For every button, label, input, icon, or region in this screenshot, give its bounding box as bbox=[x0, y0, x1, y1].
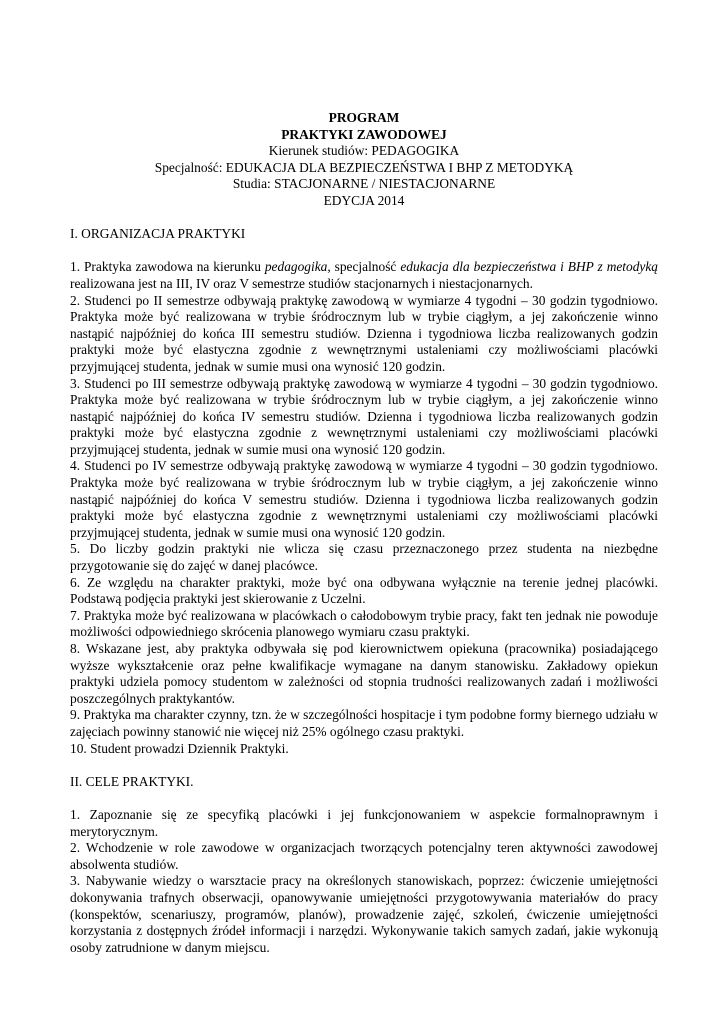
study-mode: Studia: STACJONARNE / NIESTACJONARNE bbox=[232, 176, 496, 192]
specialization: Specjalność: EDUKACJA DLA BEZPIECZEŃSTWA I BHP Z METODYKĄ bbox=[154, 159, 574, 175]
section-2-item-3: 3. Nabywanie wiedzy o warsztacie pracy na określonych stanowiskach, poprzez: ćwiczenie umiejętności dokonywania trafnych obserwacji, opanowywanie umiejętności przygotowywania materiałów do pracy (konspektów, scenariuszy, programów, planów), prowadzenie zajęć, szkoleń, ćwiczenie umiejętności korzystania z dostępnych źródeł informacji i narzędzi. Wykonywanie takich samych zadań, jakie wykonują osoby zatrudnione w danym miejscu. bbox=[70, 873, 658, 955]
section-1-heading: I. ORGANIZACJA PRAKTYKI bbox=[70, 226, 246, 242]
edition: EDYCJA 2014 bbox=[323, 192, 405, 208]
section-1-item-7: 7. Praktyka może być realizowana w placówkach o całodobowym trybie pracy, fakt ten jednak nie powoduje możliwości odpowiedniego skrócenia planowego wymiaru czasu praktyki. bbox=[70, 607, 658, 640]
item-1-italic-field: pedagogika bbox=[264, 259, 328, 275]
field-of-study: Kierunek studiów: PEDAGOGIKA bbox=[268, 143, 460, 159]
section-1-item-4: 4. Studenci po IV semestrze odbywają praktykę zawodową w wymiarze 4 tygodni – 30 godzin tygodniowo. Praktyka może być realizowana w trybie śródrocznym lub w trybie ciągłym, a jej zakończenie winno nastąpić najpóźniej do końca V semestru studiów. Dzienna i tygodniowa liczba realizowanych godzin praktyki może być elastyczna zgodnie z wewnętrznymi ustaleniami czy możliwościami placówki przyjmującej studenta, jednak w sumie musi ona wynosić 120 godzin. bbox=[70, 458, 658, 540]
section-2-item-2: 2. Wchodzenie w role zawodowe w organizacjach tworzących potencjalny teren aktywności zawodowej absolwenta studiów. bbox=[70, 840, 658, 872]
item-1-text-b: , specjalność bbox=[327, 259, 401, 275]
section-1-item-5: 5. Do liczby godzin praktyki nie wlicza się czasu przeznaczonego przez studenta na niezbędne przygotowanie się do zajęć w danej placówce. bbox=[70, 541, 658, 574]
section-1-item-9: 9. Praktyka ma charakter czynny, tzn. że w szczególności hospitacje i tym podobne formy biernego udziału w zajęciach powinny stanowić nie więcej niż 25% ogólnego czasu praktyki. bbox=[70, 707, 658, 739]
doc-subtitle: PRAKTYKI ZAWODOWEJ bbox=[281, 126, 447, 142]
item-1-italic-specialization: edukacja dla bezpieczeństwa i BHP z metodyką bbox=[400, 259, 658, 275]
section-1-item-10: 10. Student prowadzi Dziennik Praktyki. bbox=[70, 740, 289, 756]
section-1-item-3: 3. Studenci po III semestrze odbywają praktykę zawodową w wymiarze 4 tygodni – 30 godzin tygodniowo. Praktyka może być realizowana w trybie śródrocznym lub w trybie ciągłym, a jej zakończenie winno nastąpić najpóźniej do końca IV semestru studiów. Dzienna i tygodniowa liczba realizowanych godzin praktyki może być elastyczna zgodnie z wewnętrznymi ustaleniami czy możliwościami placówki przyjmującej studenta, jednak w sumie musi ona wynosić 120 godzin. bbox=[70, 375, 658, 457]
section-1-item-1 bbox=[70, 259, 658, 292]
section-1-item-6: 6. Ze względu na charakter praktyki, może być ona odbywana wyłącznie na terenie jednej placówki. Podstawą podjęcia praktyki jest skierowanie z Uczelni. bbox=[70, 574, 658, 607]
section-2-item-1: 1. Zapoznanie się ze specyfiką placówki i jej funkcjonowaniem w aspekcie formalnoprawnym i merytorycznym. bbox=[70, 806, 658, 839]
document-page bbox=[70, 110, 658, 956]
doc-title: PROGRAM bbox=[328, 110, 400, 125]
section-1-item-2: 2. Studenci po II semestrze odbywają praktykę zawodową w wymiarze 4 tygodni – 30 godzin tygodniowo. Praktyka może być realizowana w trybie śródrocznym lub w trybie ciągłym, a jej zakończenie winno nastąpić najpóźniej do końca III semestru studiów. Dzienna i tygodniowa liczba realizowanych godzin praktyki może być elastyczna zgodnie z wewnętrznymi ustaleniami czy możliwościami placówki przyjmującej studenta, jednak w sumie musi ona wynosić 120 godzin. bbox=[70, 292, 658, 374]
item-1-text-a: 1. Praktyka zawodowa na kierunku bbox=[70, 259, 265, 275]
item-1-text-c: realizowana jest na III, IV oraz V semestrze studiów stacjonarnych i niestacjonarnych. bbox=[70, 275, 533, 291]
section-1-item-8: 8. Wskazane jest, aby praktyka odbywała się pod kierownictwem opiekuna (pracownika) posiadającego wyższe wykształcenie oraz pełne kwalifikacje wymagane na danym stanowisku. Zakładowy opiekun praktyki udziela pomocy studentom w zależności od stopnia trudności realizowanych zadań i możliwości poszczególnych praktykantów. bbox=[70, 641, 658, 706]
section-2-heading: II. CELE PRAKTYKI. bbox=[70, 773, 194, 789]
